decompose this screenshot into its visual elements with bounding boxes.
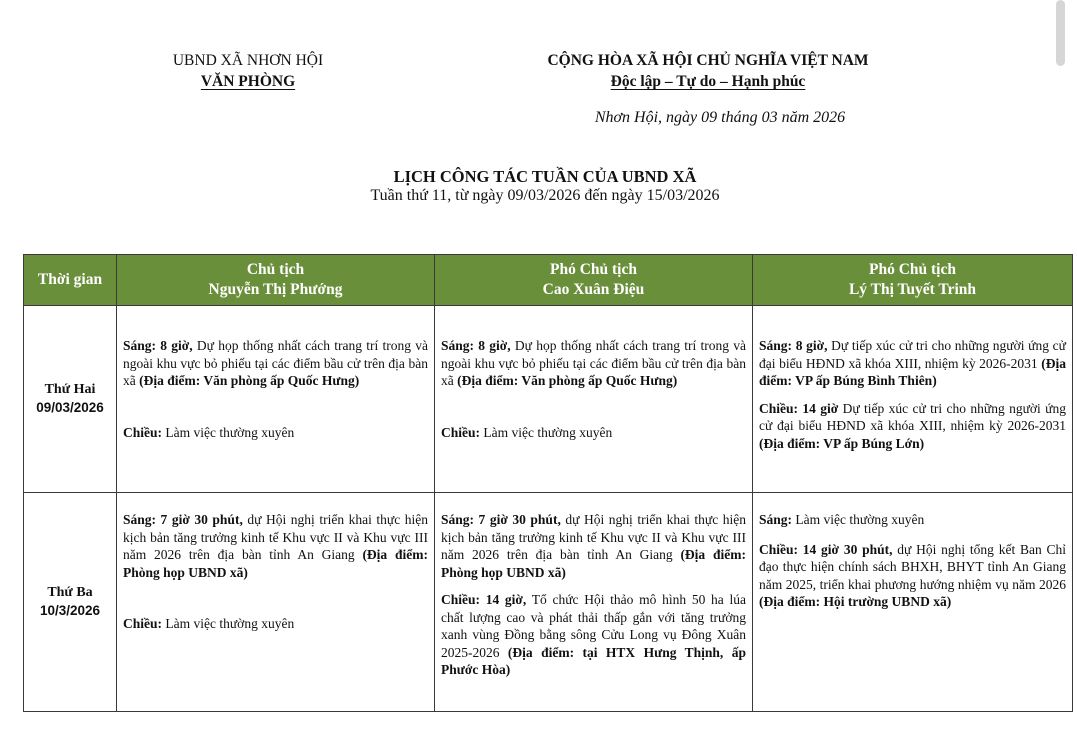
schedule-cell xyxy=(753,306,1073,493)
day-cell xyxy=(24,306,117,493)
afternoon-text: Dự tiếp xúc cử tri cho những người ứng cử đại biểu HĐND xã khóa XIII, nhiệm kỳ 2026-2031 xyxy=(759,400,1066,433)
document-title: LỊCH CÔNG TÁC TUẦN CỦA UBND XÃ xyxy=(393,167,697,186)
agency-office: VĂN PHÒNG xyxy=(200,73,296,90)
afternoon-label: Chiều: 14 giờ xyxy=(759,400,839,416)
issuing-agency xyxy=(128,50,368,92)
table-row xyxy=(24,493,1073,712)
morning-location: (Địa điểm: Phòng họp UBND xã) xyxy=(123,547,428,580)
schedule-table xyxy=(23,254,1073,712)
afternoon-label: Chiều: 14 giờ 30 phút, xyxy=(759,541,893,557)
header-time: Thời gian xyxy=(24,255,117,306)
header-vice-chairman-1 xyxy=(435,255,753,306)
morning-label: Sáng: 7 giờ 30 phút, xyxy=(123,512,243,527)
national-motto: Độc lập – Tự do – Hạnh phúc xyxy=(610,73,806,90)
afternoon-entry xyxy=(441,424,746,442)
schedule-cell xyxy=(435,306,753,493)
morning-label: Sáng: 8 giờ, xyxy=(123,338,193,353)
morning-label: Sáng: 8 giờ, xyxy=(441,338,511,353)
afternoon-entry xyxy=(123,615,428,633)
place-date: Nhơn Hội, ngày 09 tháng 03 năm 2026 xyxy=(594,109,846,126)
table-row xyxy=(24,306,1073,493)
morning-location: (Địa điểm: VP ấp Búng Bình Thiên) xyxy=(759,355,1066,388)
morning-text: dự Hội nghị triển khai thực hiện kịch bản tăng trưởng kinh tế Khu vực II và Khu vực III năm 2026 trên địa bàn tỉnh An Giang xyxy=(123,512,428,562)
afternoon-label: Chiều: 14 giờ, xyxy=(441,592,527,607)
day-cell xyxy=(24,493,117,712)
morning-text: Dự họp thống nhất cách trang trí trong và ngoài khu vực bỏ phiếu tại các điểm bầu cử trên địa bàn xã xyxy=(441,338,746,388)
morning-entry xyxy=(441,511,746,581)
afternoon-label: Chiều: xyxy=(123,616,163,631)
morning-label: Sáng: xyxy=(759,512,793,527)
afternoon-text: Làm việc thường xuyên xyxy=(480,424,613,440)
morning-entry xyxy=(441,337,746,390)
morning-text: Dự tiếp xúc cử tri cho những người ứng cử đại biểu HĐND xã khóa XIII, nhiệm kỳ 2026-2031 xyxy=(759,338,1066,371)
afternoon-text: Tổ chức Hội thảo mô hình 50 ha lúa chất lượng cao và phát thải thấp gắn với tăng trưởng xanh vùng Đồng bằng sông Cửu Long vụ Đông Xuân 2025-2026 xyxy=(441,592,746,660)
day-date: 09/03/2026 xyxy=(36,400,104,415)
afternoon-label: Chiều: xyxy=(123,424,163,440)
day-name: Thứ Hai xyxy=(44,382,96,397)
afternoon-text: dự Hội nghị tổng kết Ban Chỉ đạo thực hiện chính sách BHXH, BHYT tỉnh An Giang năm 2025, triển khai phương hướng nhiệm vụ năm 2026 xyxy=(759,541,1067,592)
afternoon-entry xyxy=(759,400,1066,453)
document-subtitle: Tuần thứ 11, từ ngày 09/03/2026 đến ngày 15/03/2026 xyxy=(370,187,720,204)
schedule-cell xyxy=(753,493,1073,712)
header-vice-chairman-2 xyxy=(753,255,1073,306)
morning-text: Làm việc thường xuyên xyxy=(792,512,925,527)
afternoon-location: (Địa điểm: Hội trường UBND xã) xyxy=(759,594,952,609)
afternoon-text: Làm việc thường xuyên xyxy=(162,616,295,631)
afternoon-text: Làm việc thường xuyên xyxy=(162,424,295,440)
day-date: 10/3/2026 xyxy=(39,603,101,618)
header-role: Chủ tịch xyxy=(246,261,305,278)
table-header-row xyxy=(24,255,1073,306)
agency-name: UBND XÃ NHƠN HỘI xyxy=(172,52,324,69)
header-role: Phó Chủ tịch xyxy=(869,261,956,278)
morning-text: dự Hội nghị triển khai thực hiện kịch bản tăng trưởng kinh tế Khu vực II và Khu vực III năm 2026 trên địa bàn tỉnh An Giang xyxy=(441,512,746,562)
scrollbar[interactable] xyxy=(1056,0,1065,66)
morning-entry xyxy=(759,337,1066,390)
national-heading xyxy=(510,50,906,92)
morning-entry xyxy=(123,337,428,390)
schedule-cell xyxy=(117,493,435,712)
morning-label: Sáng: 8 giờ, xyxy=(759,338,828,353)
afternoon-entry xyxy=(759,541,1066,611)
afternoon-label: Chiều: xyxy=(441,424,481,440)
morning-entry xyxy=(123,511,428,581)
schedule-cell xyxy=(117,306,435,493)
header-person: Lý Thị Tuyết Trinh xyxy=(848,281,977,298)
morning-label: Sáng: 7 giờ 30 phút, xyxy=(441,512,561,527)
morning-location: (Địa điểm: Văn phòng ấp Quốc Hưng) xyxy=(457,373,678,388)
morning-location: (Địa điểm: Văn phòng ấp Quốc Hưng) xyxy=(139,373,360,388)
afternoon-entry xyxy=(441,591,746,679)
morning-location: (Địa điểm: Phòng họp UBND xã) xyxy=(441,547,746,580)
schedule-cell xyxy=(435,493,753,712)
day-name: Thứ Ba xyxy=(47,585,93,600)
header-person: Nguyễn Thị Phướng xyxy=(208,281,343,298)
header-chairman xyxy=(117,255,435,306)
morning-text: Dự họp thống nhất cách trang trí trong và ngoài khu vực bỏ phiếu tại các điểm bầu cử trên địa bàn xã xyxy=(123,338,428,388)
morning-entry xyxy=(759,511,1066,529)
header-role: Phó Chủ tịch xyxy=(550,261,637,278)
afternoon-location: (Địa điểm: VP ấp Búng Lớn) xyxy=(759,435,925,451)
afternoon-location: (Địa điểm: tại HTX Hưng Thịnh, ấp Phước Hòa) xyxy=(441,644,746,677)
afternoon-entry xyxy=(123,424,428,442)
nation-name: CỘNG HÒA XÃ HỘI CHỦ NGHĨA VIỆT NAM xyxy=(547,52,869,69)
header-person: Cao Xuân Điệu xyxy=(542,281,645,298)
